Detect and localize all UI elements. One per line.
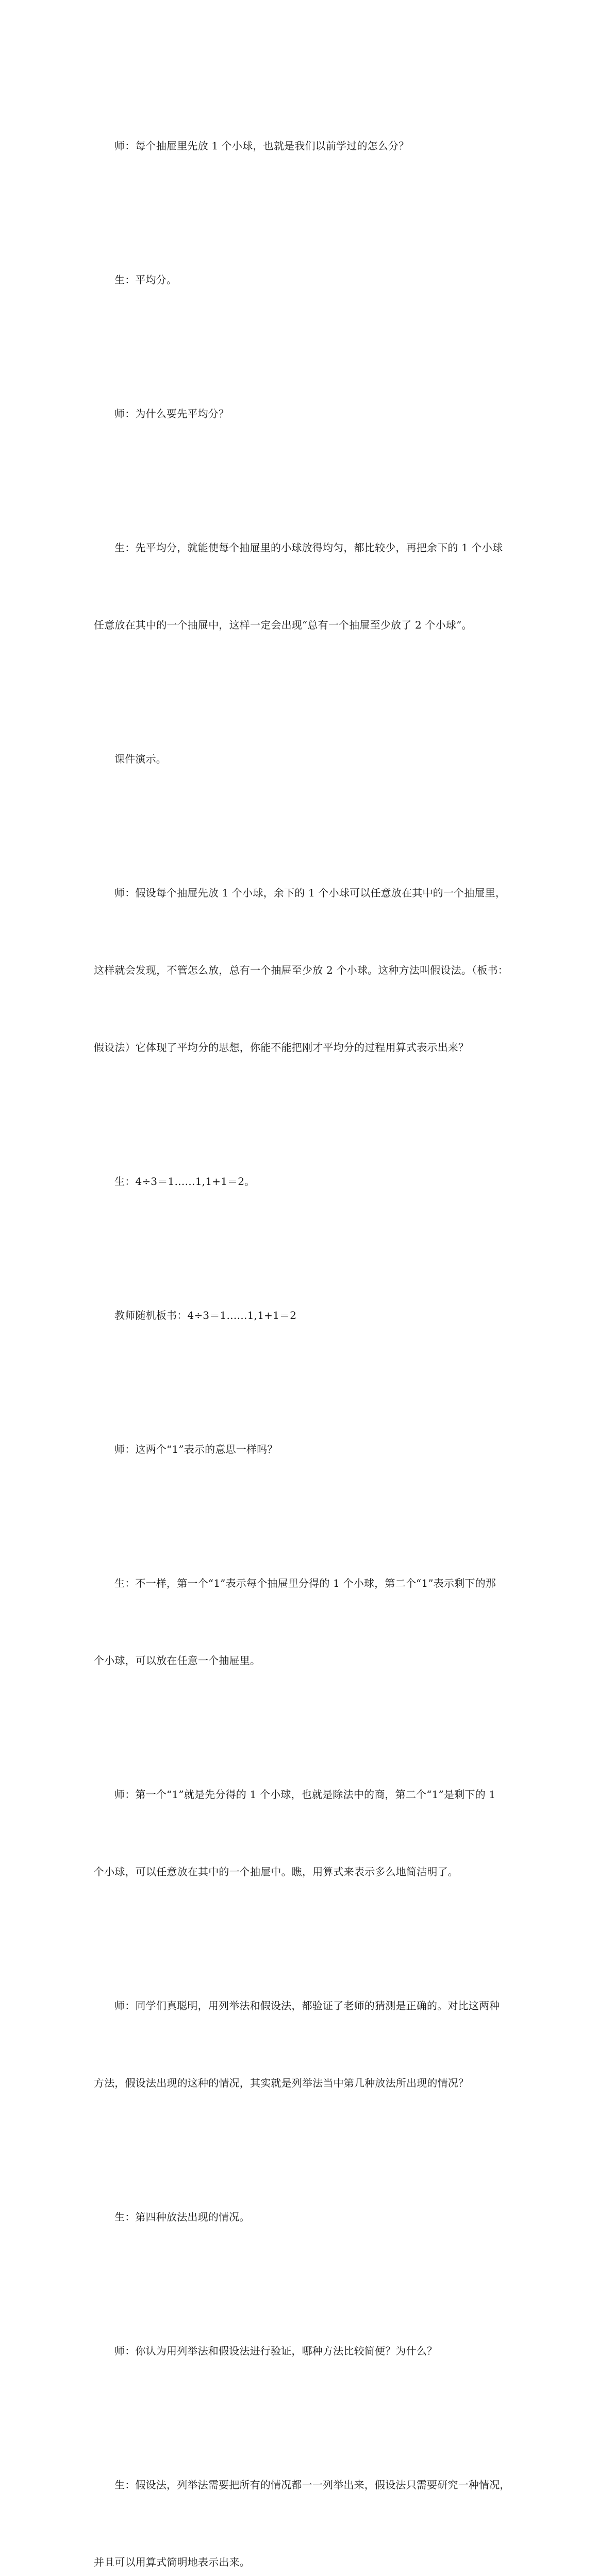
text-line: 生：先平均分，就能使每个抽屉里的小球放得均匀，都比较少，再把余下的 1 个小球 [114, 541, 503, 554]
paragraph-11 [94, 1730, 522, 1936]
paragraph-9 [94, 1385, 522, 1514]
paragraph-13 [94, 2153, 522, 2281]
text-line: 教师随机板书：4÷3＝1……1,1+1＝2 [114, 1309, 297, 1321]
text-line: 生：不一样，第一个“1”表示每个抽屉里分得的 1 个小球，第二个“1”表示剩下的那 [114, 1577, 496, 1589]
paragraph-4 [94, 483, 522, 689]
text-line: 师：同学们真聪明，用列举法和假设法，都验证了老师的猜测是正确的。对比这两种 [114, 1999, 500, 2012]
paragraph-3 [94, 349, 522, 478]
text-line: 师：你认为用列举法和假设法进行验证，哪种方法比较简便？为什么？ [114, 2345, 438, 2357]
text-line: 个小球，可以放在任意一个抽屉里。 [94, 1654, 261, 1667]
paragraph-8 [94, 1251, 522, 1380]
paragraph-12 [94, 1941, 522, 2147]
text-line: 这样就会发现，不管怎么放，总有一个抽屉至少放 2 个小球。这种方法叫假设法。（板书： [94, 964, 508, 976]
text-line: 课件演示。 [114, 753, 167, 765]
text-line: 师：第一个“1”就是先分得的 1 个小球，也就是除法中的商，第二个“1”是剩下的 1 [114, 1788, 496, 1801]
text-line: 师：假设每个抽屉先放 1 个小球，余下的 1 个小球可以任意放在其中的一个抽屉里， [114, 887, 506, 899]
paragraph-6 [94, 828, 522, 1112]
paragraph-2 [94, 215, 522, 344]
text-line: 生：假设法，列举法需要把所有的情况都一一列举出来，假设法只需要研究一种情况， [114, 2479, 510, 2491]
text-line: 方法，假设法出现的这种的情况，其实就是列举法当中第几种放法所出现的情况？ [94, 2077, 469, 2089]
paragraph-1 [94, 81, 522, 210]
text-line: 师：为什么要先平均分？ [114, 408, 229, 420]
paragraph-14 [94, 2286, 522, 2415]
paragraph-5 [94, 694, 522, 823]
text-line: 任意放在其中的一个抽屉中，这样一定会出现“总有一个抽屉至少放了 2 个小球”。 [94, 619, 472, 631]
text-line: 师：这两个“1”表示的意思一样吗？ [114, 1443, 278, 1455]
text-line: 生：平均分。 [114, 274, 177, 286]
text-line: 假设法）它体现了平均分的思想，你能不能把刚才平均分的过程用算式表示出来？ [94, 1041, 469, 1054]
document-body [94, 81, 522, 2576]
text-line: 生：4÷3＝1……1,1+1＝2。 [114, 1175, 255, 1188]
text-line: 生：第四种放法出现的情况。 [114, 2211, 250, 2223]
paragraph-10 [94, 1519, 522, 1725]
text-line: 并且可以用算式简明地表示出来。 [94, 2556, 250, 2568]
paragraph-15 [94, 2420, 522, 2576]
paragraph-7 [94, 1117, 522, 1246]
text-line: 个小球，可以任意放在其中的一个抽屉中。瞧，用算式来表示多么地简洁明了。 [94, 1866, 458, 1878]
text-line: 师：每个抽屉里先放 1 个小球，也就是我们以前学过的怎么分？ [114, 140, 409, 152]
